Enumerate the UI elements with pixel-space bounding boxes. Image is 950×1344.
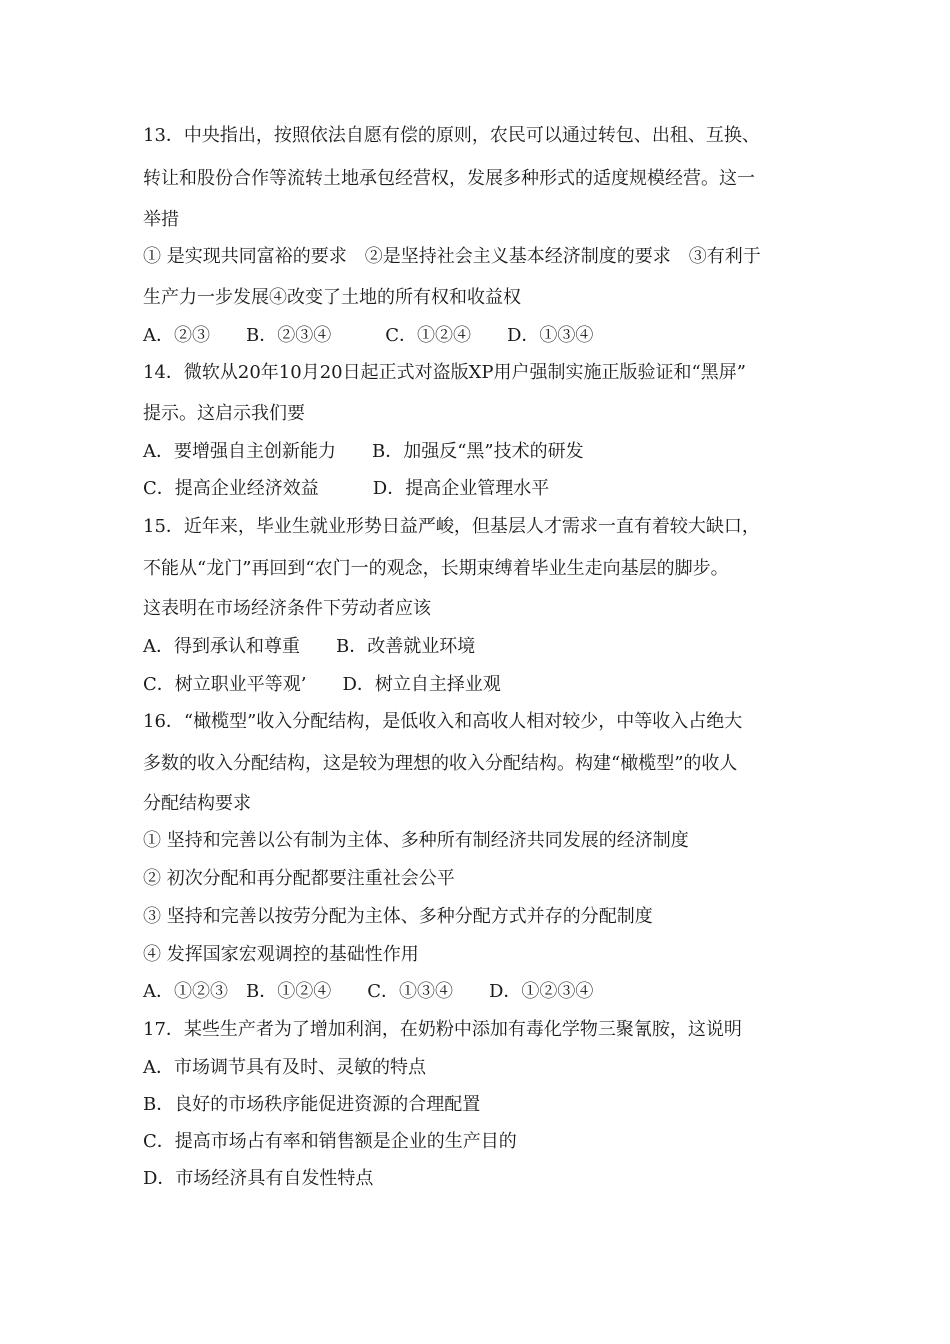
q13-stem-line-1: 13．中央指出，按照依法自愿有偿的原则，农民可以通过转包、出租、互换、 xyxy=(143,125,760,146)
q16-statement-1: ① 坚持和完善以公有制为主体、多种所有制经济共同发展的经济制度 xyxy=(143,830,689,851)
q16-options: A．①②③ B．①②④ C．①③④ D．①②③④ xyxy=(143,981,594,1002)
q16-statement-4: ④ 发挥国家宏观调控的基础性作用 xyxy=(143,944,419,965)
q13-statements-line-2: 生产力一步发展④改变了土地的所有权和收益权 xyxy=(143,287,521,308)
q17-option-d: D．市场经济具有自发性特点 xyxy=(143,1168,374,1189)
q14-options-ab: A．要增强自主创新能力 B．加强反“黑”技术的研发 xyxy=(143,441,584,462)
q17-stem: 17．某些生产者为了增加利润，在奶粉中添加有毒化学物三聚氰胺，这说明 xyxy=(143,1019,742,1040)
q14-options-cd: C．提高企业经济效益 D．提高企业管理水平 xyxy=(143,478,550,499)
q14-stem-line-1: 14．微软从20年10月20日起正式对盗版XP用户强制实施正版验证和“黑屏” xyxy=(143,362,746,383)
q15-stem-line-2: 不能从“龙门”再回到“农门一的观念，长期束缚着毕业生走向基层的脚步。 xyxy=(143,558,729,579)
q16-stem-line-1: 16．“橄榄型”收入分配结构，是低收入和高收人相对较少，中等收入占绝大 xyxy=(143,711,743,732)
q13-stem-line-2: 转让和股份合作等流转土地承包经营权，发展多种形式的适度规模经营。这一 xyxy=(143,168,755,189)
q15-options-ab: A．得到承认和尊重 B．改善就业环境 xyxy=(143,636,476,657)
q17-option-b: B．良好的市场秩序能促进资源的合理配置 xyxy=(143,1094,481,1115)
q16-statement-2: ② 初次分配和再分配都要注重社会公平 xyxy=(143,868,455,889)
q17-option-c: C．提高市场占有率和销售额是企业的生产目的 xyxy=(143,1131,517,1152)
q17-option-a: A．市场调节具有及时、灵敏的特点 xyxy=(143,1057,426,1078)
q16-stem-line-2: 多数的收入分配结构，这是较为理想的收入分配结构。构建“橄榄型”的收人 xyxy=(143,753,738,774)
q15-stem-line-1: 15．近年来，毕业生就业形势日益严峻，但基层人才需求一直有着较大缺口， xyxy=(143,516,760,537)
q14-stem-line-2: 提示。这启示我们要 xyxy=(143,403,305,424)
q15-options-cd: C．树立职业平等观’ D．树立自主择业观 xyxy=(143,674,501,695)
q16-statement-3: ③ 坚持和完善以按劳分配为主体、多种分配方式并存的分配制度 xyxy=(143,906,653,927)
q13-stem-line-3: 举措 xyxy=(143,209,179,230)
q13-options: A．②③ B．②③④ C．①②④ D．①③④ xyxy=(143,325,594,346)
q15-stem-line-3: 这表明在市场经济条件下劳动者应该 xyxy=(143,598,431,619)
q13-statements-line-1: ① 是实现共同富裕的要求 ②是坚持社会主义基本经济制度的要求 ③有利于 xyxy=(143,246,761,267)
q16-stem-line-3: 分配结构要求 xyxy=(143,793,251,814)
